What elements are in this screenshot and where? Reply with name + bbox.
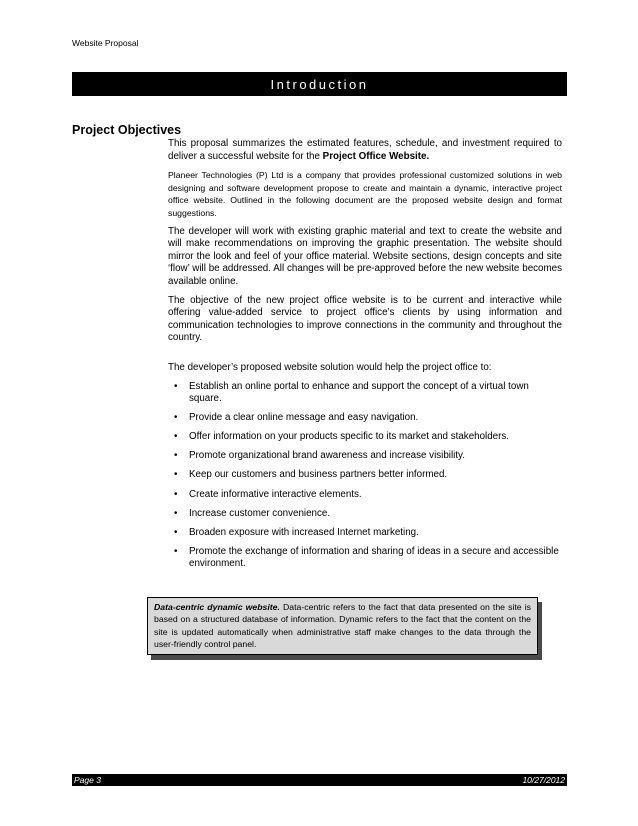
bullet-icon: •	[174, 526, 178, 538]
list-item	[168, 489, 562, 502]
bullet-icon: •	[174, 469, 178, 481]
list-item	[168, 508, 562, 521]
list-item	[168, 412, 562, 425]
data-centric-note	[147, 597, 538, 655]
section-heading: Project Objectives	[72, 123, 182, 137]
bullet-icon: •	[174, 431, 178, 443]
list-item-text: Establish an online portal to enhance and support the concept of a virtual town square.	[189, 380, 529, 405]
list-item-text: Broaden exposure with increased Internet marketing.	[189, 526, 419, 538]
list-item-text: Increase customer convenience.	[189, 507, 331, 519]
list-item-text: Keep our customers and business partners better informed.	[189, 469, 448, 481]
paragraph-summary-text: This proposal summarizes the estimated features, schedule, and investment required to deliver a successful website for the	[168, 138, 562, 162]
list-item-text: Promote the exchange of information and sharing of ideas in a secure and accessible environment.	[189, 545, 559, 570]
paragraph-objective: The objective of the new project office website is to be current and interactive while offering value-added service to project office’s clients by using information and communication technologies to improve connections in the community and throughout the country.	[168, 294, 562, 344]
list-item	[168, 546, 562, 571]
bullet-icon: •	[174, 545, 178, 557]
page-number: Page 3	[74, 775, 101, 785]
list-item	[168, 527, 562, 540]
bullet-icon: •	[174, 412, 178, 424]
list-item	[168, 450, 562, 463]
note-title: Data-centric dynamic website.	[154, 602, 280, 612]
footer-date: 10/27/2012	[522, 775, 565, 785]
paragraph-solution-intro: The developer’s proposed website solution would help the project office to:	[168, 361, 492, 373]
list-item	[168, 431, 562, 444]
benefits-list	[168, 381, 562, 572]
note-text: Data-centric refers to the fact that data presented on the site is based on a structured database of information. Dynamic refers to the fact that the content on the site is updated automatically when administrative staff make changes to the data through the user-friendly control panel.	[154, 602, 531, 649]
project-name-bold: Project Office Website.	[322, 150, 430, 162]
paragraph-company: Planeer Technologies (P) Ltd is a company that provides professional customized solutions in web designing and software development propose to create and maintain a dynamic, interactive project office website. Outlined in the following document are the proposed website design and format suggestions.	[168, 170, 562, 218]
page-footer	[72, 774, 567, 786]
paragraph-developer: The developer will work with existing graphic material and text to create the website and will make recommendations on improving the graphic presentation. The website should mirror the look and feel of your office material. Website sections, design concepts and site ‘flow’ will be addressed. All changes will be pre-approved before the new website becomes available online.	[168, 225, 562, 287]
list-item-text: Offer information on your products specific to its market and stakeholders.	[189, 431, 510, 443]
list-item-text: Create informative interactive elements.	[189, 488, 362, 500]
list-item-text: Provide a clear online message and easy navigation.	[189, 412, 419, 424]
list-item-text: Promote organizational brand awareness and increase visibility.	[189, 450, 465, 462]
list-item	[168, 469, 562, 482]
paragraph-summary	[168, 138, 562, 163]
bullet-icon: •	[174, 380, 178, 392]
bullet-icon: •	[174, 488, 178, 500]
bullet-icon: •	[174, 507, 178, 519]
running-header: Website Proposal	[72, 38, 139, 48]
bullet-icon: •	[174, 450, 178, 462]
section-title-banner: Introduction	[72, 72, 567, 96]
body-content	[168, 138, 562, 578]
list-item	[168, 381, 562, 406]
